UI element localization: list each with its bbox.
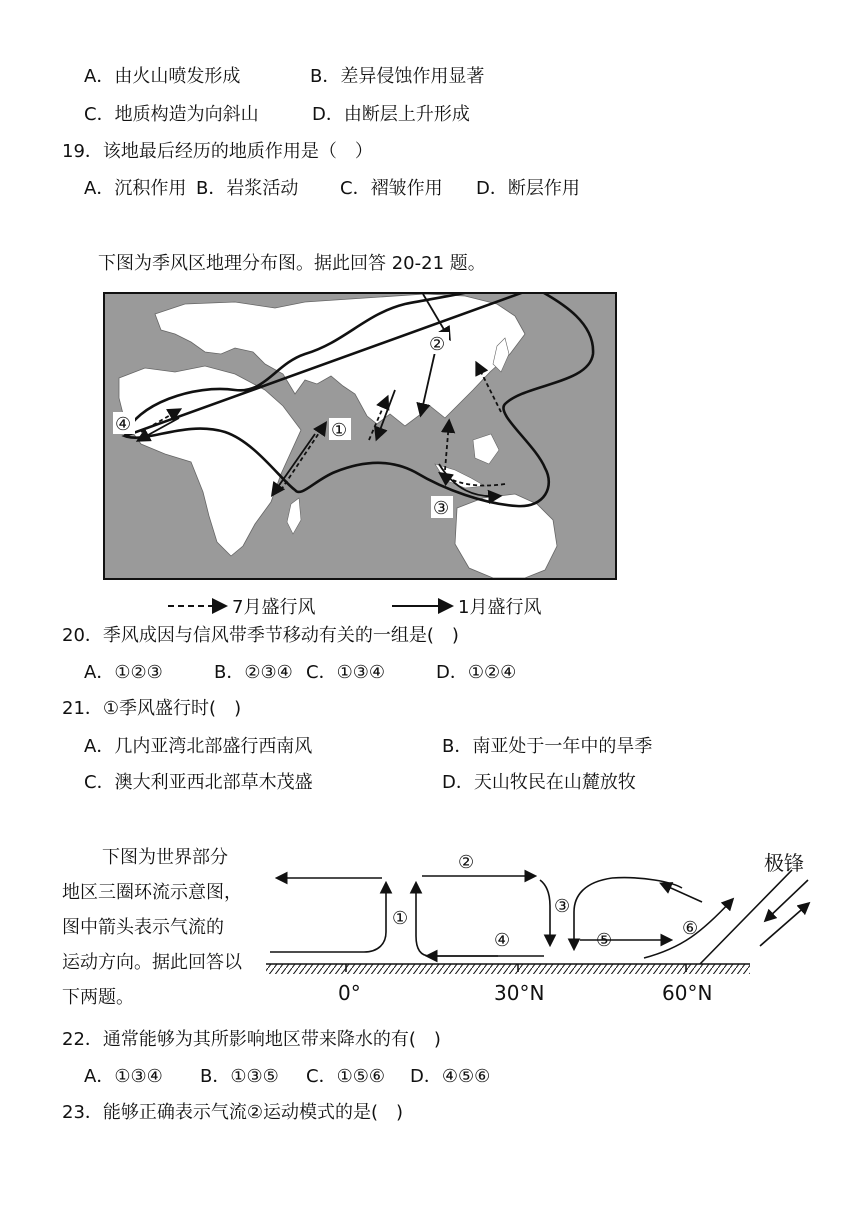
polar-front-label: 极锋: [764, 851, 804, 875]
circulation-intro-line-4: 运动方向。据此回答以: [62, 952, 242, 973]
map-label-2: ②: [429, 334, 446, 355]
monsoon-map: [103, 292, 617, 580]
circ-label-1: ①: [392, 908, 409, 929]
q20-stem: 20．季风成因与信风带季节移动有关的一组是( ): [62, 625, 459, 646]
circulation-diagram: [262, 840, 812, 1010]
circ-label-2: ②: [458, 852, 475, 873]
q18-option-c: C．地质构造为向斜山: [84, 104, 259, 125]
circulation-intro-line-1: 下图为世界部分: [102, 847, 228, 868]
q19-option-a: A．沉积作用: [84, 178, 187, 199]
q20-option-a: A．①②③: [84, 662, 163, 683]
circ-label-6: ⑥: [682, 918, 699, 939]
circulation-intro-line-5: 下两题。: [62, 987, 134, 1008]
arrow-rising-left: [270, 884, 386, 952]
ground-hatch: [266, 964, 750, 974]
africa-landmass: [119, 366, 301, 556]
q19-option-d: D．断层作用: [476, 178, 580, 199]
q22-option-b: B．①③⑤: [200, 1066, 279, 1087]
map-label-1: ①: [331, 420, 348, 441]
madagascar-landmass: [287, 498, 301, 534]
q21-option-b: B．南亚处于一年中的旱季: [442, 736, 653, 757]
lat-label-0: 0°: [338, 981, 361, 1005]
circulation-diagram-svg: [262, 840, 812, 1010]
q18-option-a: A．由火山喷发形成: [84, 66, 241, 87]
arrow-polar-easterly: [760, 904, 808, 946]
q22-stem: 22．通常能够为其所影响地区带来降水的有( ): [62, 1029, 441, 1050]
arrow-upper-60: [662, 884, 702, 902]
map-legend: [160, 592, 600, 620]
legend-jan-label: 1月盛行风: [458, 597, 542, 618]
q21-option-a: A．几内亚湾北部盛行西南风: [84, 736, 313, 757]
q18-option-d: D．由断层上升形成: [312, 104, 470, 125]
arrow-rising-right: [416, 884, 498, 956]
q19-stem: 19．该地最后经历的地质作用是（ ）: [62, 141, 373, 162]
q21-stem: 21．①季风盛行时( ): [62, 698, 242, 719]
arrow-polar-descend: [766, 880, 808, 920]
circulation-intro-line-3: 图中箭头表示气流的: [62, 917, 224, 938]
australia-landmass: [455, 494, 557, 578]
q20-option-c: C．①③④: [306, 662, 385, 683]
lat-label-30: 30°N: [494, 981, 545, 1005]
q21-option-d: D．天山牧民在山麓放牧: [442, 772, 636, 793]
map-label-4: ④: [115, 414, 132, 435]
arrow-sinking-left: [540, 880, 550, 944]
borneo-landmass: [473, 434, 499, 464]
q20-option-b: B．②③④: [214, 662, 293, 683]
q22-option-c: C．①⑤⑥: [306, 1066, 385, 1087]
legend-july-label: 7月盛行风: [232, 597, 316, 618]
q18-option-b: B．差异侵蚀作用显著: [310, 66, 485, 87]
arrow-upper-60-curve: [612, 878, 682, 888]
monsoon-map-svg: [105, 294, 615, 578]
map-intro: 下图为季风区地理分布图。据此回答 20-21 题。: [98, 253, 486, 274]
circ-label-5: ⑤: [596, 930, 613, 951]
q21-option-c: C．澳大利亚西北部草木茂盛: [84, 772, 313, 793]
arrow-july-se-asia: [445, 422, 449, 470]
q19-option-b: B．岩浆活动: [196, 178, 299, 199]
circ-label-3: ③: [554, 896, 571, 917]
lat-label-60: 60°N: [662, 981, 713, 1005]
q20-option-d: D．①②④: [436, 662, 517, 683]
circ-label-4: ④: [494, 930, 511, 951]
q22-option-a: A．①③④: [84, 1066, 163, 1087]
circulation-intro-line-2: 地区三圈环流示意图，: [62, 882, 242, 903]
map-label-3: ③: [433, 498, 450, 519]
q23-stem: 23．能够正确表示气流②运动模式的是( ): [62, 1102, 404, 1123]
q22-option-d: D．④⑤⑥: [410, 1066, 491, 1087]
q19-option-c: C．褶皱作用: [340, 178, 443, 199]
polar-front-line: [700, 870, 792, 964]
